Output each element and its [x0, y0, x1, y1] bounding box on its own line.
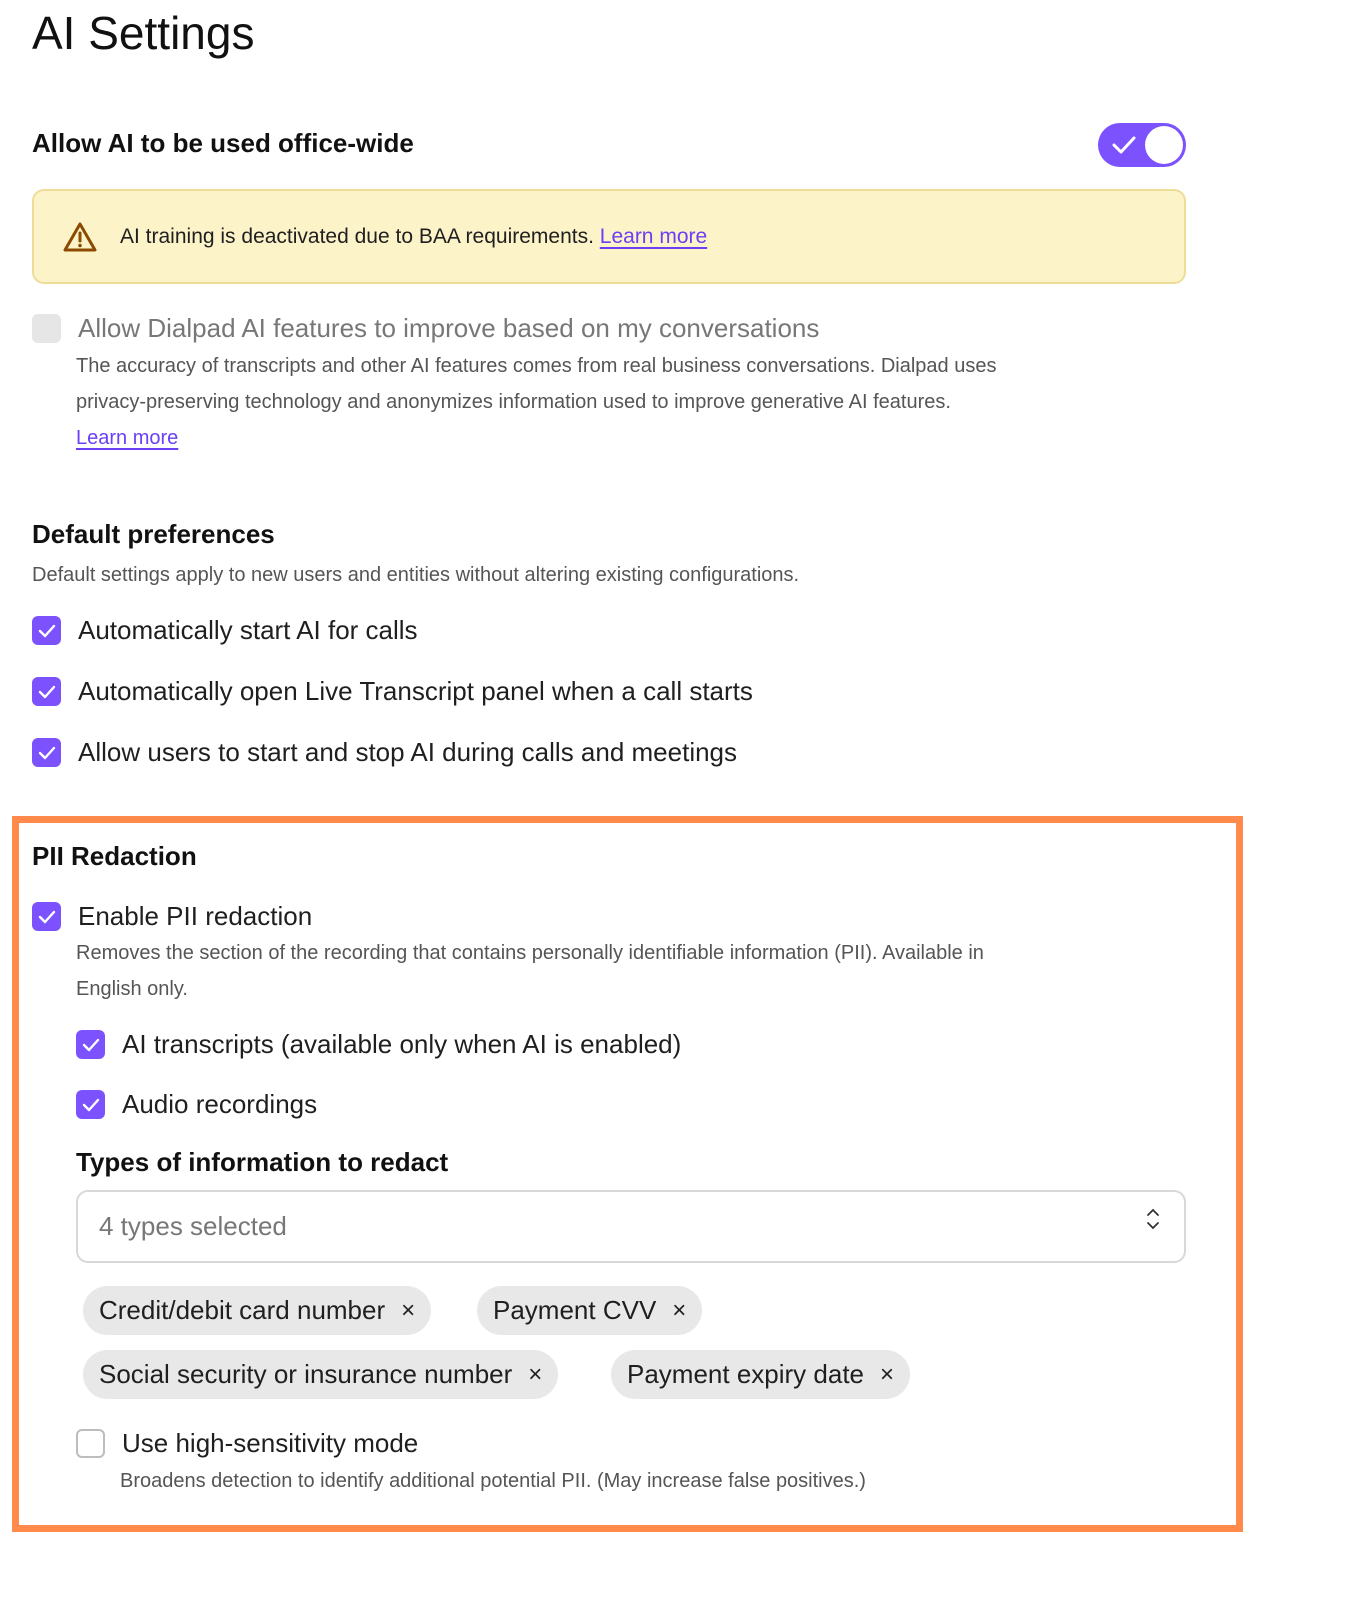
improve-description-2: privacy-preserving technology and anonymizes information used to improve generative AI features. — [76, 391, 951, 413]
improve-learn-more-link[interactable]: Learn more — [76, 427, 179, 449]
checkbox[interactable] — [76, 1429, 105, 1458]
default-item-start-stop[interactable] — [32, 737, 737, 768]
checkbox[interactable] — [32, 616, 61, 645]
chip-ssn — [83, 1350, 558, 1399]
select-value: 4 types selected — [99, 1211, 287, 1241]
chip-cvv — [477, 1286, 702, 1335]
types-select[interactable] — [76, 1190, 1186, 1263]
pii-heading: PII Redaction — [32, 841, 197, 871]
checkbox-label: Automatically open Live Transcript panel when a call starts — [78, 676, 753, 706]
toggle-knob — [1145, 126, 1183, 164]
default-item-live-transcript[interactable] — [32, 676, 753, 707]
high-sensitivity-description: Broadens detection to identify additional potential PII. (May increase false positives.) — [120, 1470, 866, 1492]
office-wide-label: Allow AI to be used office-wide — [32, 128, 414, 158]
chip-label: Payment CVV — [493, 1295, 657, 1325]
checkbox[interactable] — [76, 1090, 105, 1119]
chip-label: Social security or insurance number — [99, 1359, 513, 1389]
default-preferences-heading: Default preferences — [32, 519, 275, 549]
checkbox-label: Automatically start AI for calls — [78, 615, 418, 645]
chip-label: Credit/debit card number — [99, 1295, 386, 1325]
remove-icon[interactable]: × — [528, 1360, 543, 1388]
check-icon — [38, 624, 56, 638]
pii-description-1: Removes the section of the recording that contains personally identifiable information (PII). Available in — [76, 942, 984, 964]
chip-label: Payment expiry date — [627, 1359, 865, 1389]
pii-audio-recordings[interactable] — [76, 1089, 317, 1120]
high-sensitivity[interactable] — [76, 1428, 418, 1459]
pii-ai-transcripts[interactable] — [76, 1029, 681, 1060]
check-icon — [38, 746, 56, 760]
checkbox[interactable] — [76, 1030, 105, 1059]
warning-icon — [62, 221, 98, 253]
chip-credit-card — [83, 1286, 431, 1335]
checkbox-label: Enable PII redaction — [78, 901, 313, 931]
checkbox[interactable] — [32, 677, 61, 706]
check-icon — [38, 685, 56, 699]
types-heading: Types of information to redact — [76, 1147, 449, 1177]
baa-alert — [32, 189, 1186, 284]
chevron-up-down-icon — [1146, 1208, 1160, 1230]
check-icon — [82, 1098, 100, 1112]
check-icon — [1112, 135, 1136, 155]
office-wide-toggle[interactable] — [1098, 123, 1186, 167]
checkbox-label: Allow users to start and stop AI during calls and meetings — [78, 737, 738, 767]
pii-description-2: English only. — [76, 978, 188, 1000]
checkbox[interactable] — [32, 738, 61, 767]
checkbox[interactable] — [32, 902, 61, 931]
improve-checkbox[interactable] — [32, 314, 61, 343]
checkbox-label: Use high-sensitivity mode — [122, 1428, 419, 1458]
default-preferences-description: Default settings apply to new users and entities without altering existing configurations. — [32, 564, 800, 586]
alert-text: AI training is deactivated due to BAA requirements. — [120, 224, 594, 248]
chip-expiry — [611, 1350, 910, 1399]
default-item-auto-start[interactable] — [32, 615, 418, 646]
improve-label: Allow Dialpad AI features to improve based on my conversations — [78, 313, 820, 343]
alert-learn-more-link[interactable]: Learn more — [599, 224, 708, 248]
remove-icon[interactable]: × — [401, 1296, 416, 1324]
checkbox-label: AI transcripts (available only when AI is enabled) — [122, 1029, 682, 1059]
check-icon — [82, 1038, 100, 1052]
checkbox-label: Audio recordings — [122, 1089, 318, 1119]
remove-icon[interactable]: × — [672, 1296, 687, 1324]
check-icon — [38, 910, 56, 924]
remove-icon[interactable]: × — [880, 1360, 895, 1388]
enable-pii[interactable] — [32, 901, 312, 932]
improve-description-1: The accuracy of transcripts and other AI features comes from real business conversations. Dialpad uses — [76, 355, 997, 377]
page-title: AI Settings — [32, 7, 255, 59]
